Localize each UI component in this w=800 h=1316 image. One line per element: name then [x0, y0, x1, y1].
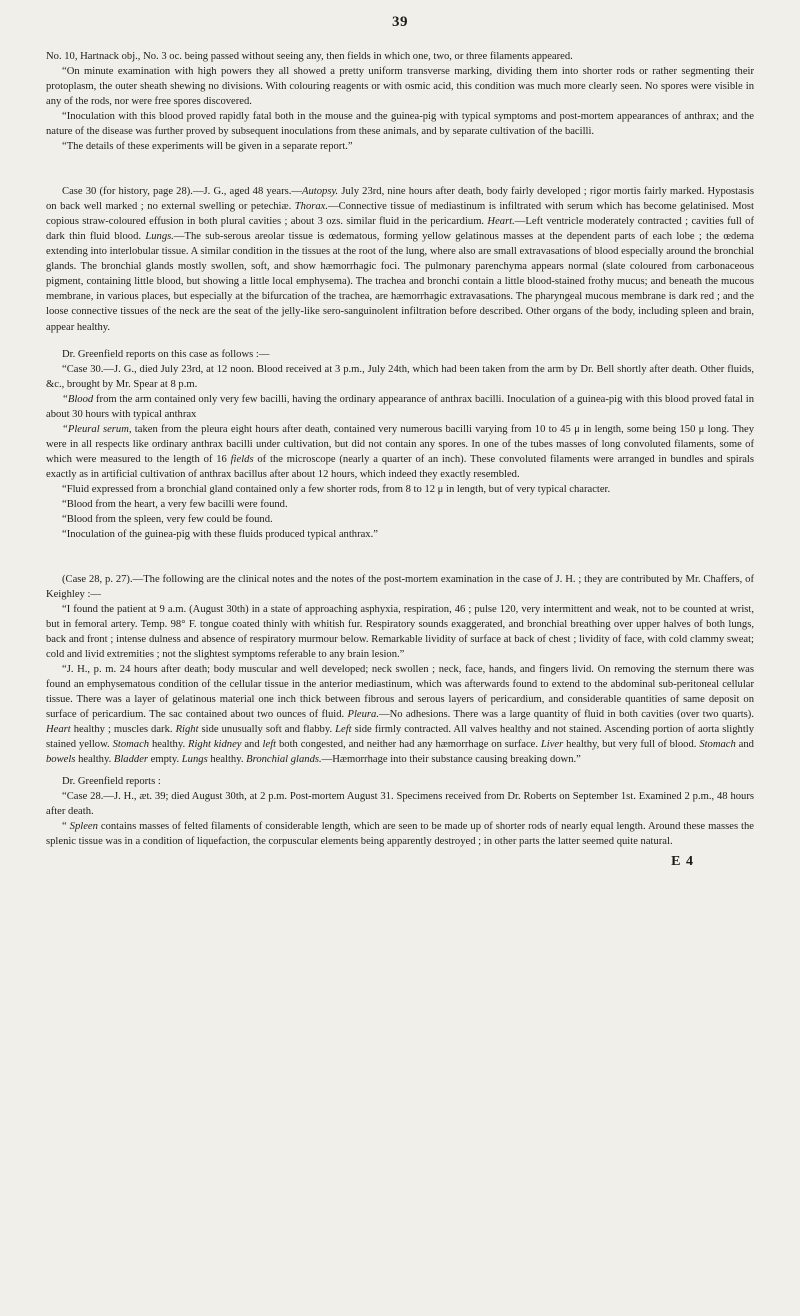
stomach2-label: Stomach: [699, 739, 736, 751]
thorax-text: —Connective tissue of mediastinum is infiltrated with serum which has become gelatinised. Most copious straw-coloured effusion in both plural cavities ; about 3 ozs. similar fluid in the pericardium.: [46, 201, 754, 228]
paragraph-case-30-report: “Case 30.—J. G., died July 23rd, at 12 noon. Blood received at 3 p.m., July 24th, which had been taken from the arm by Dr. Bell shortly after death. Other fluids, &c., brought by Mr. Spear at 8 p.m.: [46, 363, 754, 390]
pm-text-b: —No adhesions. There was a large quantity of fluid in both cavities (over two quarts).: [379, 709, 754, 721]
heart-text: —Left ventricle moderately contracted ; cavities full of dark thin fluid blood.: [46, 216, 754, 243]
pm-text-c: healthy ; muscles dark.: [70, 724, 176, 736]
pm-text-m: healthy.: [207, 754, 247, 766]
paragraph-case-28-postmortem: [46, 662, 754, 767]
bladder-label: Bladder: [113, 754, 149, 766]
pm-text-d: side unusually soft and flabby.: [198, 724, 336, 736]
autopsy-text: July 23rd, nine hours after death, body fairly developed ; rigor mortis fairly marked. Hypostasis on back well marked ; no external swelling or petechiæ.: [46, 186, 754, 213]
case-30-intro: Case 30 (for history, page 28).—J. G., aged 48 years.—: [62, 186, 303, 198]
paragraph-pleural-serum: [46, 422, 754, 482]
paragraph-case-28-intro: (Case 28, p. 27).—The following are the clinical notes and the notes of the post-mortem examination in the case of J. H. ; they are contributed by Mr. Chaffers, of Keighley :—: [46, 573, 754, 600]
fields-label: fields: [230, 453, 254, 465]
pm-text-i: healthy, but very full of blood.: [563, 739, 700, 751]
paragraph-case-28-report: “Case 28.—J. H., æt. 39; died August 30th, at 2 p.m. Post-mortem August 31. Specimens received from Dr. Roberts on September 1st. Examined 2 p.m., 48 hours after death.: [46, 791, 754, 818]
left-kidney-label: left: [262, 739, 277, 751]
paragraph-hartnack: No. 10, Hartnack obj., No. 3 oc. being passed without seeing any, then fields in which one, two, or three filaments appeared.: [46, 51, 573, 62]
pm-text-n: —Hæmorrhage into their substance causing breaking down.”: [321, 754, 581, 766]
pleura-label: Pleura.: [347, 709, 379, 721]
paragraph-greenfield-intro-2: Dr. Greenfield reports :: [62, 776, 161, 788]
pm-lungs-label: Lungs: [181, 754, 208, 766]
paragraph-details: “The details of these experiments will be given in a separate report.”: [62, 141, 353, 153]
pm-text-a: “J. H., p. m. 24 hours after death; body muscular and well developed; neck swollen ; neck, face, hands, and fingers livid. On removing the sternum there was found an emphysematous condition of the cellular tissue in the anterior mediastinum, which was afterwards found to extend to the abdominal sub-peritoneal cellular tissue. There was a layer of gelatinous material one inch thick between fibrous and serous layers of pericardium, and considerable quantities of same deposit on surface of pericardium. The sac contained about two ounces of fluid.: [46, 664, 754, 721]
pm-text-g: and: [241, 739, 263, 751]
pleural-text-b: of the microscope (nearly a quarter of an inch). These convoluted filaments were arranged in bundles and spirals exactly as in artificial cultivation of anthrax bacillus after about 12 hours, which indeed they exactly resembled.: [46, 453, 754, 480]
right-label: Right: [175, 724, 199, 736]
blood-text: from the arm contained only very few bacilli, having the ordinary appearance of anthrax bacilli. Inoculation of a guinea-pig with this blood proved fatal in about 30 hours with typical anthrax: [46, 393, 754, 420]
paragraph-heart-blood: “Blood from the heart, a very few bacilli were found.: [62, 498, 288, 510]
bronchial-label: Bronchial glands.: [246, 754, 322, 766]
liver-label: Liver: [540, 739, 564, 751]
spleen-text: contains masses of felted filaments of considerable length, which are seen to be made up of shorter rods of nearly equal length. Around these masses the splenic tissue was in a condition of liquefaction, the corpuscular elements being apparently destroyed ; in other parts the latter seemed quite natural.: [46, 821, 754, 848]
pm-text-h: both congested, and neither had any hæmorrhage on surface.: [276, 739, 541, 751]
spleen-label: Spleen: [69, 821, 98, 833]
pm-text-e: side firmly contracted. All valves healthy and not stained. Ascending portion of aorta slightly stained yellow.: [46, 724, 755, 751]
lungs-text: —The sub-serous areolar tissue is œdematous, forming yellow gelatinous masses at the dependent parts of each lobe ; the œdema extending into interlobular tissue. A similar condition in the tissues at the root of the lung, where also are small extravasations of blood especially around the bronchial glands. The bronchial glands mostly swollen, soft, and show hæmorrhagic foci. The pulmonary parenchyma appears normal (slate coloured from carbonaceous pigment, containing little blood, but showing a little local emphysema). The trachea and bronchi contain a little blood-stained frothy mucus; and beneath the mucous membrane, in various places, but especially at the bifurcation of the trachea, are hæmorrhagic extravasations. The pharyngeal mucous membrane is dark red ; and the loose connective tissues of the neck are the seat of the jelly-like sero-sanguinolent infiltration before described. Other organs of the body, including spleen and brain, appear healthy.: [46, 231, 754, 333]
pm-text-l: empty.: [148, 754, 182, 766]
stomach-label: Stomach: [112, 739, 150, 751]
paragraph-inoculation-fluids: “Inoculation of the guinea-pig with these fluids produced typical anthrax.”: [62, 528, 378, 540]
thorax-label: Thorax.: [294, 201, 329, 213]
autopsy-label: Autopsy.: [302, 186, 339, 198]
pleural-text-a: taken from the pleura eight hours after death, contained very numerous bacilli varying from 10 to 45 μ in length, some being 150 μ long. They were in all respects like ordinary anthrax bacilli under cultivation, but did not contain any spores. In one of the tubes masses of long convoluted filaments, some of which were measured to the length of 16: [46, 423, 755, 465]
paragraph-fluid: “Fluid expressed from a bronchial gland contained only a few shorter rods, from 8 to 12 μ in length, but of very typical character.: [62, 483, 611, 495]
blood-label: “Blood: [62, 393, 94, 405]
paragraph-greenfield-intro-1: Dr. Greenfield reports on this case as follows :—: [62, 348, 270, 360]
heart-label: Heart.: [487, 216, 515, 228]
paragraph-blood: [46, 392, 754, 422]
lungs-label: Lungs.: [145, 231, 174, 243]
signature-mark: E 4: [671, 853, 694, 869]
paragraph-minute-examination: “On minute examination with high powers they all showed a pretty uniform transverse marking, dividing them into shorter rods or rather segmenting their protoplasm, the outer sheath shewing no divisions. With colouring reagents or with osmic acid, this condition was much more clearly seen. No spores were visible in any of the rods, nor were free spores discovered.: [46, 66, 754, 108]
pm-heart-label: Heart: [46, 724, 71, 736]
paragraph-spleen-blood: “Blood from the spleen, very few could be found.: [62, 513, 273, 525]
left-label: Left: [335, 724, 352, 736]
pm-text-f: healthy.: [149, 739, 188, 751]
right-kidney-label: Right kidney: [187, 739, 242, 751]
pleural-label: “Pleural serum,: [62, 423, 132, 435]
pm-text-k: healthy.: [75, 754, 114, 766]
paragraph-inoculation: “Inoculation with this blood proved rapidly fatal both in the mouse and the guinea-pig with typical symptoms and post-mortem appearances of anthrax; and the nature of the disease was further proved by subsequent inoculations from these animals, and by separate cultivation of the bacilli.: [46, 111, 754, 138]
paragraph-case-30-autopsy: [46, 184, 754, 334]
pm-text-j: and: [735, 739, 754, 751]
paragraph-case-28-clinical: “I found the patient at 9 a.m. (August 30th) in a state of approaching asphyxia, respiration, 46 ; pulse 120, very intermittent and weak, not to be counted at wrist, but in femoral artery. Temp. 98° F. tongue coated thinly with whitish fur. Respiratory sounds exaggerated, and bronchial breathing over upper halves of both lungs, back and front ; intense dulness and absence of respiratory murmour below. Remarkable lividity of surface at back of chest ; lividity of face, with cold clammy sweat; cold and livid extremities ; not the slightest symptoms referable to any brain lesion.”: [46, 604, 754, 661]
bowels-label: bowels: [46, 754, 76, 766]
paragraph-spleen: “ Spleen contains masses of felted filaments of considerable length, which are seen to be made up of shorter rods of nearly equal length. Around these masses the splenic tissue was in a condition of liquefaction, the corpuscular elements being apparently destroyed ; in other parts the latter seemed quite natural.: [46, 821, 754, 848]
page-number: 39: [392, 14, 408, 30]
